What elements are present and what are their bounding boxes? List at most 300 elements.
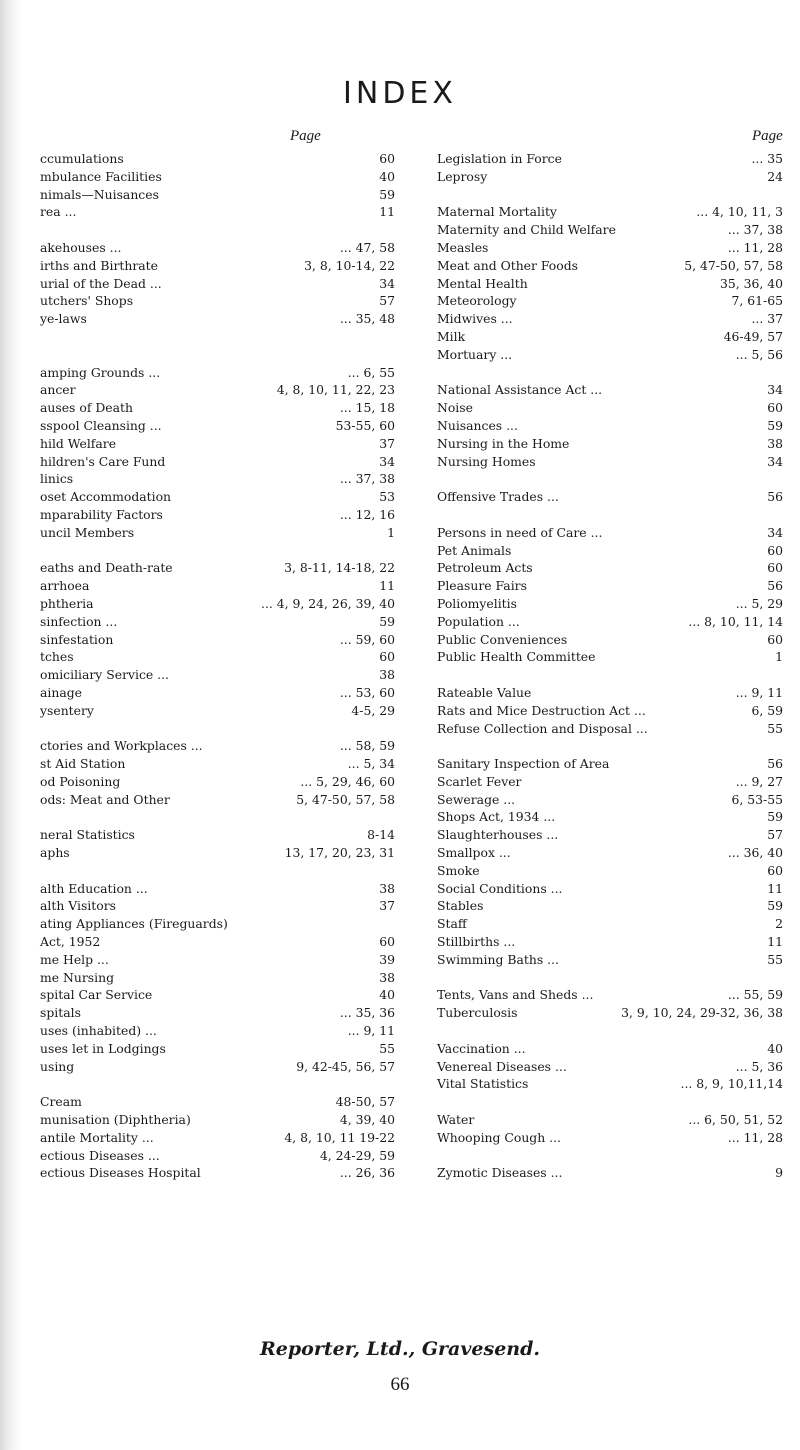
index-gap [40, 328, 395, 346]
index-entry [437, 613, 783, 631]
index-entry-name: Act, 1952 [40, 934, 101, 950]
index-entry [437, 346, 783, 364]
index-entry [437, 791, 783, 809]
index-entry-name: sinfestation [40, 631, 114, 647]
index-entry-name: Sewerage ... [437, 791, 516, 807]
page-title: INDEX [343, 76, 457, 111]
index-entry [437, 168, 783, 186]
index-entry-name: Meteorology [437, 293, 517, 309]
index-entry-pages: 48-50, 57 [335, 1094, 395, 1110]
index-entry-name: ye-laws [40, 311, 87, 327]
index-entry-pages: ... 37, 38 [727, 222, 783, 238]
index-entry-name: Poliomyelitis [437, 595, 517, 611]
index-entry [437, 488, 783, 506]
index-entry [40, 897, 395, 915]
index-entry-pages: 59 [767, 417, 783, 433]
index-entry [40, 755, 395, 773]
index-entry [437, 577, 783, 595]
index-entry [437, 1004, 783, 1022]
index-entry-pages: 6, 59 [751, 702, 783, 718]
index-entry [40, 1111, 395, 1129]
index-entry [40, 631, 395, 649]
index-entry [40, 880, 395, 898]
index-entry-name: akehouses ... [40, 239, 122, 255]
index-entry-pages: 59 [379, 613, 395, 629]
index-entry [40, 791, 395, 809]
index-entry-name: ctories and Workplaces ... [40, 738, 203, 754]
index-entry-pages: ... 26, 36 [339, 1165, 395, 1181]
index-entry-name: ccumulations [40, 151, 124, 166]
index-entry [40, 648, 395, 666]
index-entry-name: Rateable Value [437, 684, 532, 700]
index-entry-name: Pleasure Fairs [437, 578, 527, 594]
index-entry-name: munisation (Diphtheria) [40, 1112, 191, 1128]
index-entry-name: uncil Members [40, 524, 135, 540]
index-entry-pages: ... 5, 56 [735, 346, 783, 362]
index-entry-name: amping Grounds ... [40, 364, 161, 380]
index-entry-name: Tuberculosis [437, 1005, 518, 1021]
index-entry-pages: 60 [767, 560, 783, 576]
index-entry-pages: ... 53, 60 [339, 684, 395, 700]
index-gap [437, 666, 783, 684]
index-entry-pages: ... 8, 9, 10,11,14 [680, 1076, 783, 1092]
index-entry-name: Scarlet Fever [437, 773, 522, 789]
index-entry [437, 1040, 783, 1058]
index-entry-pages: 11 [379, 578, 395, 594]
index-entry-name: uses (inhabited) ... [40, 1023, 157, 1039]
index-entry-pages: 40 [379, 168, 395, 184]
index-entry-name: sinfection ... [40, 613, 118, 629]
index-entry-name: Meat and Other Foods [437, 257, 579, 273]
index-entry [40, 915, 395, 933]
index-gap [40, 346, 395, 364]
index-entry [40, 844, 395, 862]
index-entry-pages: 3, 8-11, 14-18, 22 [284, 560, 395, 576]
index-entry-pages: ... 37 [751, 311, 783, 327]
index-entry [437, 862, 783, 880]
index-gap [40, 1075, 395, 1093]
index-entry-pages: ... 11, 28 [727, 239, 783, 255]
index-entry-name: Leprosy [437, 168, 488, 184]
index-entry [40, 1040, 395, 1058]
index-entry-pages: 3, 9, 10, 24, 29-32, 36, 38 [621, 1005, 783, 1021]
index-entry-pages: ... 4, 9, 24, 26, 39, 40 [261, 595, 395, 611]
index-entry-name: Stillbirths ... [437, 934, 516, 950]
index-entry-pages: 4, 39, 40 [339, 1112, 395, 1128]
index-entry-pages: 4, 8, 10, 11, 22, 23 [276, 382, 395, 398]
right-column-page-heading: Page [752, 128, 783, 144]
index-entry-pages: ... 35, 48 [339, 311, 395, 327]
index-entry-name: uses let in Lodgings [40, 1040, 166, 1056]
index-entry-pages: 56 [767, 756, 783, 772]
index-entry [437, 897, 783, 915]
index-entry [40, 470, 395, 488]
index-entry-name: antile Mortality ... [40, 1129, 154, 1145]
index-entry-pages: 56 [767, 489, 783, 505]
index-entry [40, 595, 395, 613]
index-entry [437, 880, 783, 898]
index-entry-pages: 57 [379, 293, 395, 309]
index-entry [437, 417, 783, 435]
index-entry-name: Cream [40, 1094, 82, 1110]
index-entry-name: Offensive Trades ... [437, 489, 559, 505]
index-entry-pages: 7, 61-65 [731, 293, 783, 309]
index-entry [40, 310, 395, 328]
index-entry [40, 1147, 395, 1165]
index-entry-pages: 1 [387, 524, 395, 540]
index-entry-name: Nuisances ... [437, 417, 518, 433]
index-entry [437, 257, 783, 275]
index-entry [40, 364, 395, 382]
index-entry [437, 524, 783, 542]
index-gap [437, 1147, 783, 1165]
index-entry [437, 328, 783, 346]
index-entry [40, 435, 395, 453]
index-entry-name: ectious Diseases ... [40, 1147, 160, 1163]
index-entry-pages: 55 [767, 951, 783, 967]
index-entry-pages: ... 5, 36 [735, 1058, 783, 1074]
index-entry-pages: ... 37, 38 [339, 471, 395, 487]
index-entry [437, 399, 783, 417]
left-column-page-heading: Page [290, 128, 321, 144]
index-entry-name: sspool Cleansing ... [40, 417, 162, 433]
index-entry [437, 1075, 783, 1093]
index-entry-name: hildren's Care Fund [40, 453, 166, 469]
index-entry-pages: ... 8, 10, 11, 14 [688, 613, 783, 629]
index-gap [437, 470, 783, 488]
index-entry-name: utchers' Shops [40, 293, 134, 309]
index-entry-name: Pet Animals [437, 542, 512, 558]
index-entry-name: od Poisoning [40, 773, 121, 789]
index-entry-pages: 53 [379, 489, 395, 505]
index-entry-pages: ... 58, 59 [339, 738, 395, 754]
index-entry-pages: 9, 42-45, 56, 57 [296, 1058, 395, 1074]
index-entry [40, 203, 395, 221]
index-entry-name: Swimming Baths ... [437, 951, 559, 967]
index-entry-name: aphs [40, 845, 70, 861]
index-entry-pages: 5, 47-50, 57, 58 [296, 791, 395, 807]
index-entry [40, 1004, 395, 1022]
index-entry-name: Population ... [437, 613, 520, 629]
index-entry [40, 381, 395, 399]
index-entry-pages: ... 11, 28 [727, 1129, 783, 1145]
index-entry [437, 239, 783, 257]
index-entry-pages: 37 [379, 435, 395, 451]
index-entry [437, 720, 783, 738]
index-entry-name: alth Education ... [40, 880, 148, 896]
index-entry [40, 666, 395, 684]
index-entry [40, 969, 395, 987]
index-entry-pages: 60 [379, 649, 395, 665]
index-entry-name: Tents, Vans and Sheds ... [437, 987, 594, 1003]
index-entry-pages: ... 35 [751, 151, 783, 166]
index-entry-pages: 13, 17, 20, 23, 31 [284, 845, 395, 861]
index-entry-pages: ... 5, 34 [347, 756, 395, 772]
index-entry-name: me Help ... [40, 951, 109, 967]
index-entry-name: Shops Act, 1934 ... [437, 809, 556, 825]
index-entry [437, 221, 783, 239]
index-entry-pages: ... 15, 18 [339, 400, 395, 416]
index-gap [437, 364, 783, 382]
index-entry-pages: ... 5, 29 [735, 595, 783, 611]
index-entry-pages: 60 [767, 862, 783, 878]
index-entry-pages: ... 5, 29, 46, 60 [300, 773, 395, 789]
index-gap [40, 542, 395, 560]
index-entry [40, 257, 395, 275]
index-entry-name: mparability Factors [40, 506, 163, 522]
index-entry [437, 844, 783, 862]
index-entry [437, 292, 783, 310]
index-entry-name: Water [437, 1112, 475, 1128]
index-entry-name: Public Conveniences [437, 631, 568, 647]
index-entry [40, 613, 395, 631]
index-entry-name: spitals [40, 1005, 81, 1021]
index-entry [40, 292, 395, 310]
index-entry-pages: 38 [379, 969, 395, 985]
index-entry-pages: 60 [379, 934, 395, 950]
index-entry [40, 951, 395, 969]
index-entry-name: ods: Meat and Other [40, 791, 170, 807]
index-entry-pages: ... 9, 11 [347, 1023, 395, 1039]
index-entry-pages: 57 [767, 827, 783, 843]
index-entry-name: Maternity and Child Welfare [437, 222, 616, 238]
index-gap [40, 221, 395, 239]
index-entry-name: phtheria [40, 595, 94, 611]
index-entry [437, 933, 783, 951]
index-entry-pages: 5, 47-50, 57, 58 [684, 257, 783, 273]
index-entry-pages: 2 [775, 916, 783, 932]
index-entry-pages: 11 [767, 880, 783, 896]
index-entry-name: Rats and Mice Destruction Act ... [437, 702, 646, 718]
index-entry [437, 648, 783, 666]
index-entry [40, 186, 395, 204]
index-entry-name: Sanitary Inspection of Area [437, 756, 610, 772]
index-entry [437, 773, 783, 791]
index-entry [437, 542, 783, 560]
index-entry-pages: 34 [767, 524, 783, 540]
index-entry [40, 577, 395, 595]
index-entry-name: Noise [437, 400, 473, 416]
index-entry [437, 595, 783, 613]
index-entry [40, 488, 395, 506]
index-entry-name: Smallpox ... [437, 845, 511, 861]
index-entry-name: ysentery [40, 702, 94, 718]
index-entry-name: Persons in need of Care ... [437, 524, 603, 540]
index-entry-name: urial of the Dead ... [40, 275, 162, 291]
index-entry-name: Midwives ... [437, 311, 513, 327]
index-entry-name: using [40, 1058, 75, 1074]
index-entry-name: Zymotic Diseases ... [437, 1165, 563, 1181]
index-entry-name: tches [40, 649, 74, 665]
index-entry-name: Social Conditions ... [437, 880, 563, 896]
index-entry [437, 275, 783, 293]
index-entry-pages: 11 [767, 934, 783, 950]
index-entry [40, 417, 395, 435]
index-entry-pages: ... 6, 55 [347, 364, 395, 380]
index-entry-pages: 38 [767, 435, 783, 451]
index-entry-name: Nursing Homes [437, 453, 536, 469]
index-entry-name: eaths and Death-rate [40, 560, 173, 576]
index-entry-pages: 34 [379, 453, 395, 469]
index-entry-pages: 34 [379, 275, 395, 291]
index-gap [40, 808, 395, 826]
index-entry [40, 239, 395, 257]
index-entry [40, 168, 395, 186]
index-entry-name: ancer [40, 382, 76, 398]
index-gap [40, 862, 395, 880]
index-entry [437, 381, 783, 399]
index-entry-name: Whooping Cough ... [437, 1129, 561, 1145]
index-entry-name: irths and Birthrate [40, 257, 158, 273]
index-entry-name: Vaccination ... [437, 1040, 526, 1056]
index-entry [40, 559, 395, 577]
index-entry [437, 684, 783, 702]
index-entry-name: Petroleum Acts [437, 560, 533, 576]
index-gap [437, 1022, 783, 1040]
index-entry [437, 986, 783, 1004]
index-entry [40, 453, 395, 471]
index-entry-name: Legislation in Force [437, 151, 562, 166]
index-entry-pages: 55 [767, 720, 783, 736]
index-entry [40, 399, 395, 417]
index-entry-pages: 39 [379, 951, 395, 967]
index-entry [437, 826, 783, 844]
index-entry-name: Refuse Collection and Disposal ... [437, 720, 648, 736]
index-entry-name: rea ... [40, 204, 77, 220]
index-entry [437, 435, 783, 453]
index-entry [40, 933, 395, 951]
index-entry [40, 826, 395, 844]
index-entry [437, 150, 783, 168]
index-entry [437, 453, 783, 471]
index-gap [437, 1093, 783, 1111]
index-entry [40, 1058, 395, 1076]
index-gap [437, 969, 783, 987]
index-entry [437, 1129, 783, 1147]
index-entry-name: Smoke [437, 862, 480, 878]
index-entry-pages: 35, 36, 40 [719, 275, 783, 291]
index-entry-pages: 11 [379, 204, 395, 220]
index-entry-name: National Assistance Act ... [437, 382, 603, 398]
index-entry-pages: ... 55, 59 [727, 987, 783, 1003]
index-entry-name: linics [40, 471, 74, 487]
index-entry-name: auses of Death [40, 400, 133, 416]
index-entry-pages: 9 [775, 1165, 783, 1181]
index-entry-pages: ... 9, 27 [735, 773, 783, 789]
index-entry-pages: 40 [379, 987, 395, 1003]
index-entry-pages: 6, 53-55 [731, 791, 783, 807]
index-entry-pages: 60 [379, 151, 395, 166]
index-entry-name: me Nursing [40, 969, 114, 985]
index-entry [437, 310, 783, 328]
index-entry [40, 702, 395, 720]
index-entry [437, 702, 783, 720]
index-entry [40, 1022, 395, 1040]
index-entry-pages: ... 59, 60 [339, 631, 395, 647]
index-entry-pages: ... 35, 36 [339, 1005, 395, 1021]
index-gap [40, 720, 395, 738]
index-entry-name: Mortuary ... [437, 346, 513, 362]
index-entry [40, 737, 395, 755]
index-entry-pages: 55 [379, 1040, 395, 1056]
index-entry-name: Nursing in the Home [437, 435, 570, 451]
index-entry-name: ainage [40, 684, 82, 700]
index-entry [40, 773, 395, 791]
index-entry-pages: 56 [767, 578, 783, 594]
printer-imprint: Reporter, Ltd., Gravesend. [259, 1338, 540, 1360]
index-right-column [437, 150, 783, 1182]
index-entry-name: Slaughterhouses ... [437, 827, 559, 843]
index-entry-pages: 4, 24-29, 59 [319, 1147, 395, 1163]
index-entry-pages: ... 36, 40 [727, 845, 783, 861]
index-entry-name: nimals—Nuisances [40, 186, 159, 202]
index-entry-pages: 60 [767, 400, 783, 416]
index-entry [437, 915, 783, 933]
index-entry-pages: 38 [379, 667, 395, 683]
index-entry-name: oset Accommodation [40, 489, 172, 505]
index-entry-pages: 59 [767, 898, 783, 914]
index-entry-name: ectious Diseases Hospital [40, 1165, 201, 1181]
index-entry-name: st Aid Station [40, 756, 126, 772]
index-entry-pages: 1 [775, 649, 783, 665]
index-gap [437, 737, 783, 755]
index-entry-pages: 37 [379, 898, 395, 914]
index-entry [437, 631, 783, 649]
index-entry-name: Public Health Committee [437, 649, 596, 665]
index-entry-name: Milk [437, 328, 466, 344]
index-entry-pages: ... 4, 10, 11, 3 [696, 204, 783, 220]
index-entry [437, 1111, 783, 1129]
index-entry-pages: 4, 8, 10, 11 19-22 [284, 1129, 395, 1145]
index-entry-name: hild Welfare [40, 435, 117, 451]
index-entry [437, 559, 783, 577]
index-entry-name: Staff [437, 916, 467, 932]
index-entry-name: omiciliary Service ... [40, 667, 169, 683]
index-entry-name: Stables [437, 898, 484, 914]
index-gap [437, 506, 783, 524]
index-entry-name: spital Car Service [40, 987, 153, 1003]
index-entry [40, 150, 395, 168]
index-entry-name: mbulance Facilities [40, 168, 162, 184]
index-entry [40, 275, 395, 293]
index-entry [40, 1093, 395, 1111]
index-entry [40, 506, 395, 524]
index-entry [40, 1164, 395, 1182]
index-entry-name: Venereal Diseases ... [437, 1058, 567, 1074]
index-entry-pages: 24 [767, 168, 783, 184]
index-entry-pages: ... 12, 16 [339, 506, 395, 522]
index-entry-name: Maternal Mortality [437, 204, 557, 220]
index-entry-name: arrhoea [40, 578, 90, 594]
index-entry-pages: 60 [767, 631, 783, 647]
index-entry-pages: 3, 8, 10-14, 22 [304, 257, 395, 273]
index-entry [40, 524, 395, 542]
index-entry-pages: 4-5, 29 [351, 702, 395, 718]
index-entry-name: alth Visitors [40, 898, 116, 914]
index-entry-pages: 46-49, 57 [723, 328, 783, 344]
index-entry-name: Vital Statistics [437, 1076, 529, 1092]
page-number: 66 [390, 1374, 410, 1395]
index-entry-pages: 8-14 [367, 827, 395, 843]
index-entry-name: Mental Health [437, 275, 528, 291]
index-entry-pages: ... 9, 11 [735, 684, 783, 700]
index-entry-name: ating Appliances (Fireguards) [40, 916, 228, 932]
index-entry-pages: 40 [767, 1040, 783, 1056]
index-entry [437, 755, 783, 773]
index-entry-pages: ... 47, 58 [339, 239, 395, 255]
index-entry-pages: 38 [379, 880, 395, 896]
index-entry-pages: 34 [767, 382, 783, 398]
